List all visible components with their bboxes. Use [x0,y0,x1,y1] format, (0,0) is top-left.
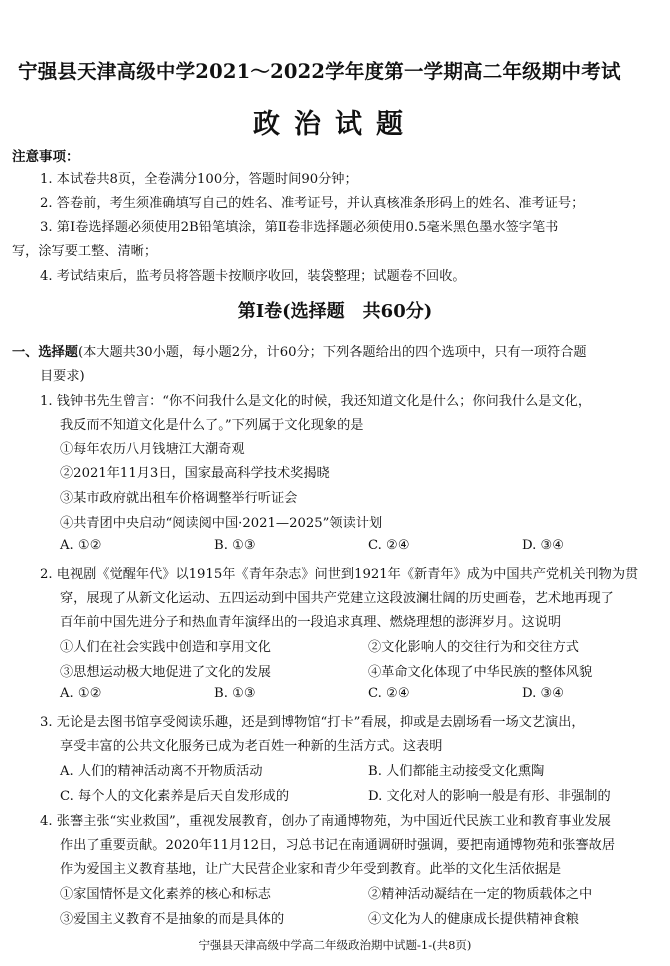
q2-stem-line-2: 穿，展现了从新文化运动、五四运动到中国共产党建立这段波澜壮阔的历史画卷，艺术地再现了 [60,591,614,606]
q2-stem-line-1: 2. 电视剧《觉醒年代》以1915年《青年杂志》问世到1921年《新青年》成为中国共产党机关刊物为贯 [40,567,639,582]
q1-stem-line-2: 我反而不知道文化是什么了。”下列属于文化现象的是 [60,418,364,433]
q4-item-2: ②精神活动凝结在一定的物质载体之中 [368,887,593,902]
q3-option-d: D. 文化对人的影响一般是有形、非强制的 [368,789,611,804]
q1-item-2: ②2021年11月3日，国家最高科学技术奖揭晓 [60,466,330,481]
q4-item-1: ①家国情怀是文化素养的核心和标志 [60,887,271,902]
q4-item-4: ④文化为人的健康成长提供精神食粮 [368,912,579,927]
q2-item-3: ③思想运动极大地促进了文化的发展 [60,665,271,680]
q2-item-2: ②文化影响人的交往行为和交往方式 [368,640,579,655]
q2-option-c: C. ②④ [368,686,410,701]
section-title: 第Ⅰ卷(选择题 共60分) [237,301,433,322]
q1-option-b: B. ①③ [214,538,256,553]
section-instruction-line-2: 目要求) [40,369,85,384]
q2-option-d: D. ③④ [522,686,565,701]
q1-item-1: ①每年农历八月钱塘江大潮奇观 [60,442,245,457]
q2-option-b: B. ①③ [214,686,256,701]
q1-option-a: A. ①② [60,538,102,553]
q3-option-a: A. 人们的精神活动离不开物质活动 [60,764,263,779]
q4-stem-line-3: 作为爱国主义教育基地，让广大民营企业家和青少年受到教育。此举的文化生活依据是 [60,862,562,877]
page-footer: 宁强县天津高级中学高二年级政治期中试题-1-(共8页) [198,938,472,952]
q4-item-3: ③爱国主义教育不是抽象的而是具体的 [60,912,285,927]
exam-title: 宁强县天津高级中学2021～2022学年度第一学期高二年级期中考试 [18,60,621,83]
q2-item-4: ④革命文化体现了中华民族的整体风貌 [368,665,593,680]
section-instruction-text: (本大题共30小题，每小题2分，计60分；下列各题给出的四个选项中，只有一项符合题 [77,345,587,360]
subject-title: 政治试题 [253,109,417,140]
q3-option-b: B. 人们都能主动接受文化熏陶 [368,764,545,779]
q4-stem-line-2: 作出了重要贡献。2020年11月12日，习总书记在南通调研时强调，要把南通博物苑和张謇故居 [60,838,616,853]
q1-option-d: D. ③④ [522,538,565,553]
q2-item-1: ①人们在社会实践中创造和享用文化 [60,640,271,655]
q1-stem-line-1: 1. 钱钟书先生曾言：“你不问我什么是文化的时候，我还知道文化是什么；你问我什么是文化， [40,394,592,409]
section-instruction [12,341,587,360]
q4-stem-line-1: 4. 张謇主张“实业救国”，重视发展教育，创办了南通博物苑，为中国近代民族工业和教育事业发展 [40,814,611,829]
q1-option-c: C. ②④ [368,538,410,553]
q3-stem-line-2: 享受丰富的公共文化服务已成为老百姓一种新的生活方式。这表明 [60,739,443,754]
notice-label: 注意事项： [12,149,80,165]
notice-line-4: 写，涂写要工整、清晰； [12,244,158,259]
notice-line-5: 4. 考试结束后，监考员将答题卡按顺序收回，装袋整理；试题卷不回收。 [40,269,466,284]
q1-item-3: ③某市政府就出租车价格调整举行听证会 [60,491,298,506]
q2-option-a: A. ①② [60,686,102,701]
q3-option-c: C. 每个人的文化素养是后天自发形成的 [60,789,290,804]
notice-line-1: 1. 本试卷共8页，全卷满分100分，答题时间90分钟； [40,172,358,187]
q1-item-4: ④共青团中央启动“阅读阅中国·2021—2025”领读计划 [60,516,383,531]
q2-stem-line-3: 百年前中国先进分子和热血青年演绎出的一段追求真理、燃烧理想的澎湃岁月。这说明 [60,615,562,630]
q3-stem-line-1: 3. 无论是去图书馆享受阅读乐趣，还是到博物馆“打卡”看展，抑或是去剧场看一场文艺演出， [40,715,585,730]
notice-line-3: 3. 第Ⅰ卷选择题必须使用2B铅笔填涂，第Ⅱ卷非选择题必须使用0.5毫米黑色墨水签字笔书 [40,220,559,235]
section-instruction-label: 一、选择题 [12,345,78,360]
notice-line-2: 2. 答卷前，考生须准确填写自己的姓名、准考证号，并认真核准条形码上的姓名、准考证号； [40,196,585,211]
